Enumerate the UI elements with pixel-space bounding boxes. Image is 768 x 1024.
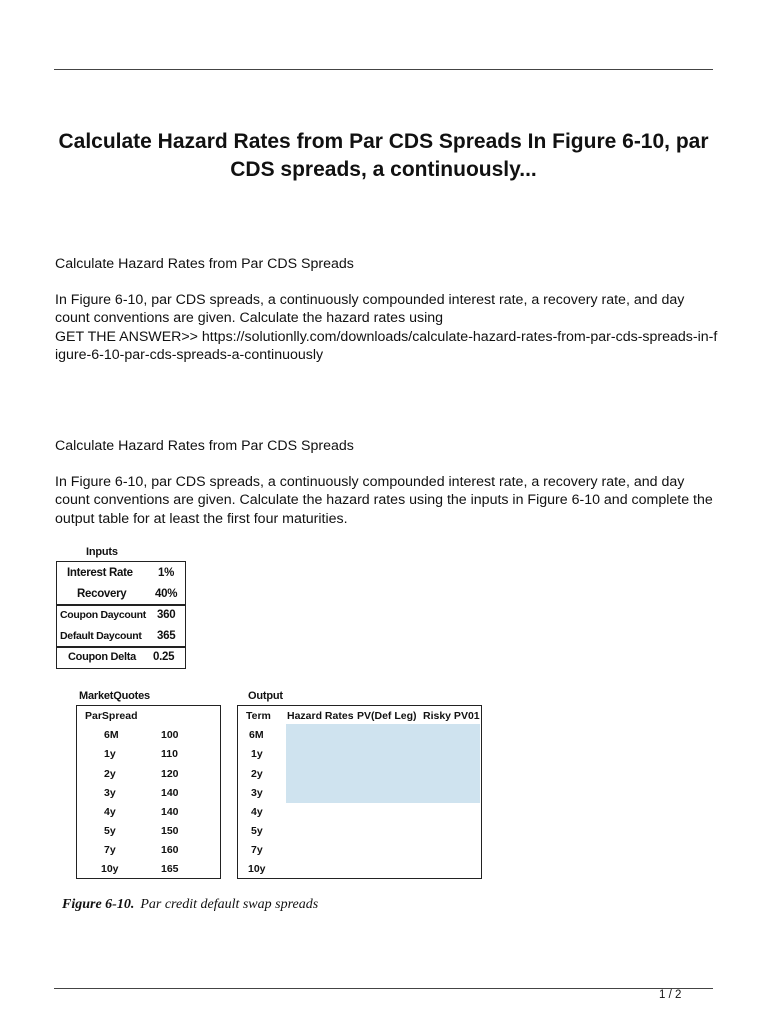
market-spread: 120 [161, 768, 179, 780]
output-term: 3y [251, 787, 263, 799]
output-box [237, 705, 482, 879]
section1-text: In Figure 6-10, par CDS spreads, a continuously compounded interest rate, a recovery rate, and day count conventions are given. Calculate the hazard rates using [55, 292, 685, 327]
section1-body [55, 291, 720, 364]
market-quotes-label: MarketQuotes [79, 690, 150, 702]
input-name: Default Daycount [60, 630, 142, 642]
parspread-header: ParSpread [85, 710, 138, 722]
inputs-label: Inputs [86, 546, 118, 558]
figure-caption [62, 897, 318, 913]
inputs-divider [56, 646, 186, 648]
output-header-term: Term [246, 710, 271, 722]
market-term: 4y [104, 806, 116, 818]
market-spread: 140 [161, 806, 179, 818]
section1-heading: Calculate Hazard Rates from Par CDS Spreads [55, 256, 354, 272]
input-value: 365 [157, 630, 176, 642]
market-term: 1y [104, 748, 116, 760]
output-term: 1y [251, 748, 263, 760]
output-label: Output [248, 690, 283, 702]
answer-link[interactable]: GET THE ANSWER>> https://solutionlly.com/downloads/calculate-hazard-rates-from-par-cds-spreads-in-figure-6-10-par-cds-spreads-a-continuously [55, 328, 718, 363]
market-term: 5y [104, 825, 116, 837]
input-value: 0.25 [153, 651, 175, 663]
top-rule [54, 69, 713, 70]
input-name: Coupon Delta [68, 651, 136, 663]
output-term: 6M [249, 729, 264, 741]
section2-heading: Calculate Hazard Rates from Par CDS Spreads [55, 438, 354, 454]
output-header-pvdef: PV(Def Leg) [357, 710, 417, 722]
input-value: 40% [155, 588, 178, 600]
market-spread: 165 [161, 863, 179, 875]
input-name: Interest Rate [67, 567, 133, 579]
market-spread: 110 [161, 748, 178, 760]
output-term: 5y [251, 825, 263, 837]
market-term: 2y [104, 768, 116, 780]
market-spread: 140 [161, 787, 179, 799]
figure-caption-text: Par credit default swap spreads [140, 897, 319, 912]
output-header-hazard: Hazard Rates [287, 710, 354, 722]
section2-body: In Figure 6-10, par CDS spreads, a continuously compounded interest rate, a recovery rate, and day count conventions are given. Calculate the hazard rates using the inputs in Figure 6-10 and complete the output table for at least the first four maturities. [55, 474, 713, 527]
input-value: 360 [157, 609, 176, 621]
market-spread: 150 [161, 825, 179, 837]
market-term: 3y [104, 787, 116, 799]
market-quotes-box [76, 705, 221, 879]
inputs-divider [56, 604, 186, 606]
market-term: 10y [101, 863, 119, 875]
output-header-risky: Risky PV01 [423, 710, 480, 722]
bottom-rule [54, 988, 713, 989]
output-term: 10y [248, 863, 266, 875]
page-number: 1 / 2 [659, 989, 682, 1001]
input-name: Recovery [77, 588, 127, 600]
market-term: 7y [104, 844, 116, 856]
market-spread: 100 [161, 729, 179, 741]
document-title: Calculate Hazard Rates from Par CDS Spreads In Figure 6-10, par CDS spreads, a continuously... [58, 130, 709, 181]
market-spread: 160 [161, 844, 179, 856]
input-value: 1% [158, 567, 175, 579]
input-name: Coupon Daycount [60, 609, 146, 621]
figure-caption-label: Figure 6-10. [62, 897, 135, 912]
output-term: 4y [251, 806, 263, 818]
output-term: 7y [251, 844, 263, 856]
market-term: 6M [104, 729, 119, 741]
output-term: 2y [251, 768, 263, 780]
